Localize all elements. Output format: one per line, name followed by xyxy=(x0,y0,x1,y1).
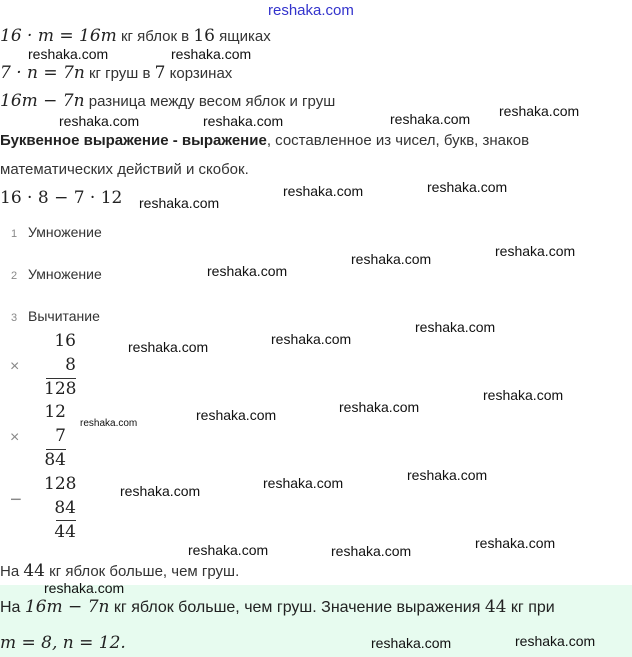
watermark: reshaka.com xyxy=(188,542,269,558)
numeric-expression: 16 · 8 − 7 · 12 xyxy=(0,188,123,208)
watermark: reshaka.com xyxy=(499,103,580,119)
watermark: reshaka.com xyxy=(475,535,556,551)
watermark: reshaka.com xyxy=(28,46,109,62)
watermark: reshaka.com xyxy=(407,467,488,483)
mul2-b: 7 xyxy=(55,426,66,446)
watermark: reshaka.com xyxy=(203,113,284,129)
step-1: 1 Умножение xyxy=(10,224,102,240)
watermark: reshaka.com xyxy=(283,183,364,199)
definition: Буквенное выражение - выражение, составленное из чисел, букв, знаков xyxy=(0,132,530,149)
mul2-result: 84 xyxy=(44,450,66,470)
watermark: reshaka.com xyxy=(415,319,496,335)
sub-b: 84 xyxy=(54,498,76,518)
watermark: reshaka.com xyxy=(139,195,220,211)
mul2-a: 12 xyxy=(44,402,66,422)
watermark: reshaka.com xyxy=(271,331,352,347)
watermark: reshaka.com xyxy=(483,387,564,403)
watermark: reshaka.com xyxy=(171,46,252,62)
watermark: reshaka.com xyxy=(515,633,596,649)
watermark: reshaka.com xyxy=(351,251,432,267)
watermark: reshaka.com xyxy=(120,483,201,499)
watermark: reshaka.com xyxy=(196,407,277,423)
line-pears: 7 · n = 7n кг груш в 7 корзинах xyxy=(0,63,233,83)
watermark: reshaka.com xyxy=(80,418,138,429)
sub-result: 44 xyxy=(54,522,76,542)
watermark: reshaka.com xyxy=(44,580,125,596)
watermark: reshaka.com xyxy=(427,179,508,195)
mul1-result: 128 xyxy=(44,379,77,399)
answer-line2: m = 8, n = 12. xyxy=(0,633,126,653)
step-3: 3 Вычитание xyxy=(10,308,100,324)
watermark: reshaka.com xyxy=(331,543,412,559)
watermark: reshaka.com xyxy=(128,339,209,355)
watermark: reshaka.com xyxy=(263,475,344,491)
multiply-sign: × xyxy=(10,429,20,446)
watermark: reshaka.com xyxy=(390,111,471,127)
definition-line2: математических действий и скобок. xyxy=(0,161,249,178)
sub-a: 128 xyxy=(44,474,77,494)
watermark-top: reshaka.com xyxy=(268,2,354,19)
watermark: reshaka.com xyxy=(495,243,576,259)
line-difference: 16m − 7n разница между весом яблок и груш xyxy=(0,91,336,111)
divider-line xyxy=(56,520,76,521)
multiply-sign: × xyxy=(10,358,20,375)
watermark: reshaka.com xyxy=(339,399,420,415)
watermark: reshaka.com xyxy=(59,113,140,129)
result-line: На 44 кг яблок больше, чем груш. xyxy=(0,561,240,581)
line-apples: 16 · m = 16m кг яблок в 16 ящиках xyxy=(0,26,271,46)
watermark: reshaka.com xyxy=(371,635,452,651)
answer-line1: На 16m − 7n кг яблок больше, чем груш. Значение выражения 44 кг при xyxy=(0,597,555,617)
watermark: reshaka.com xyxy=(207,263,288,279)
step-2: 2 Умножение xyxy=(10,266,102,282)
mul1-b: 8 xyxy=(65,355,76,375)
mul1-a: 16 xyxy=(54,331,76,351)
minus-sign: − xyxy=(10,489,22,511)
